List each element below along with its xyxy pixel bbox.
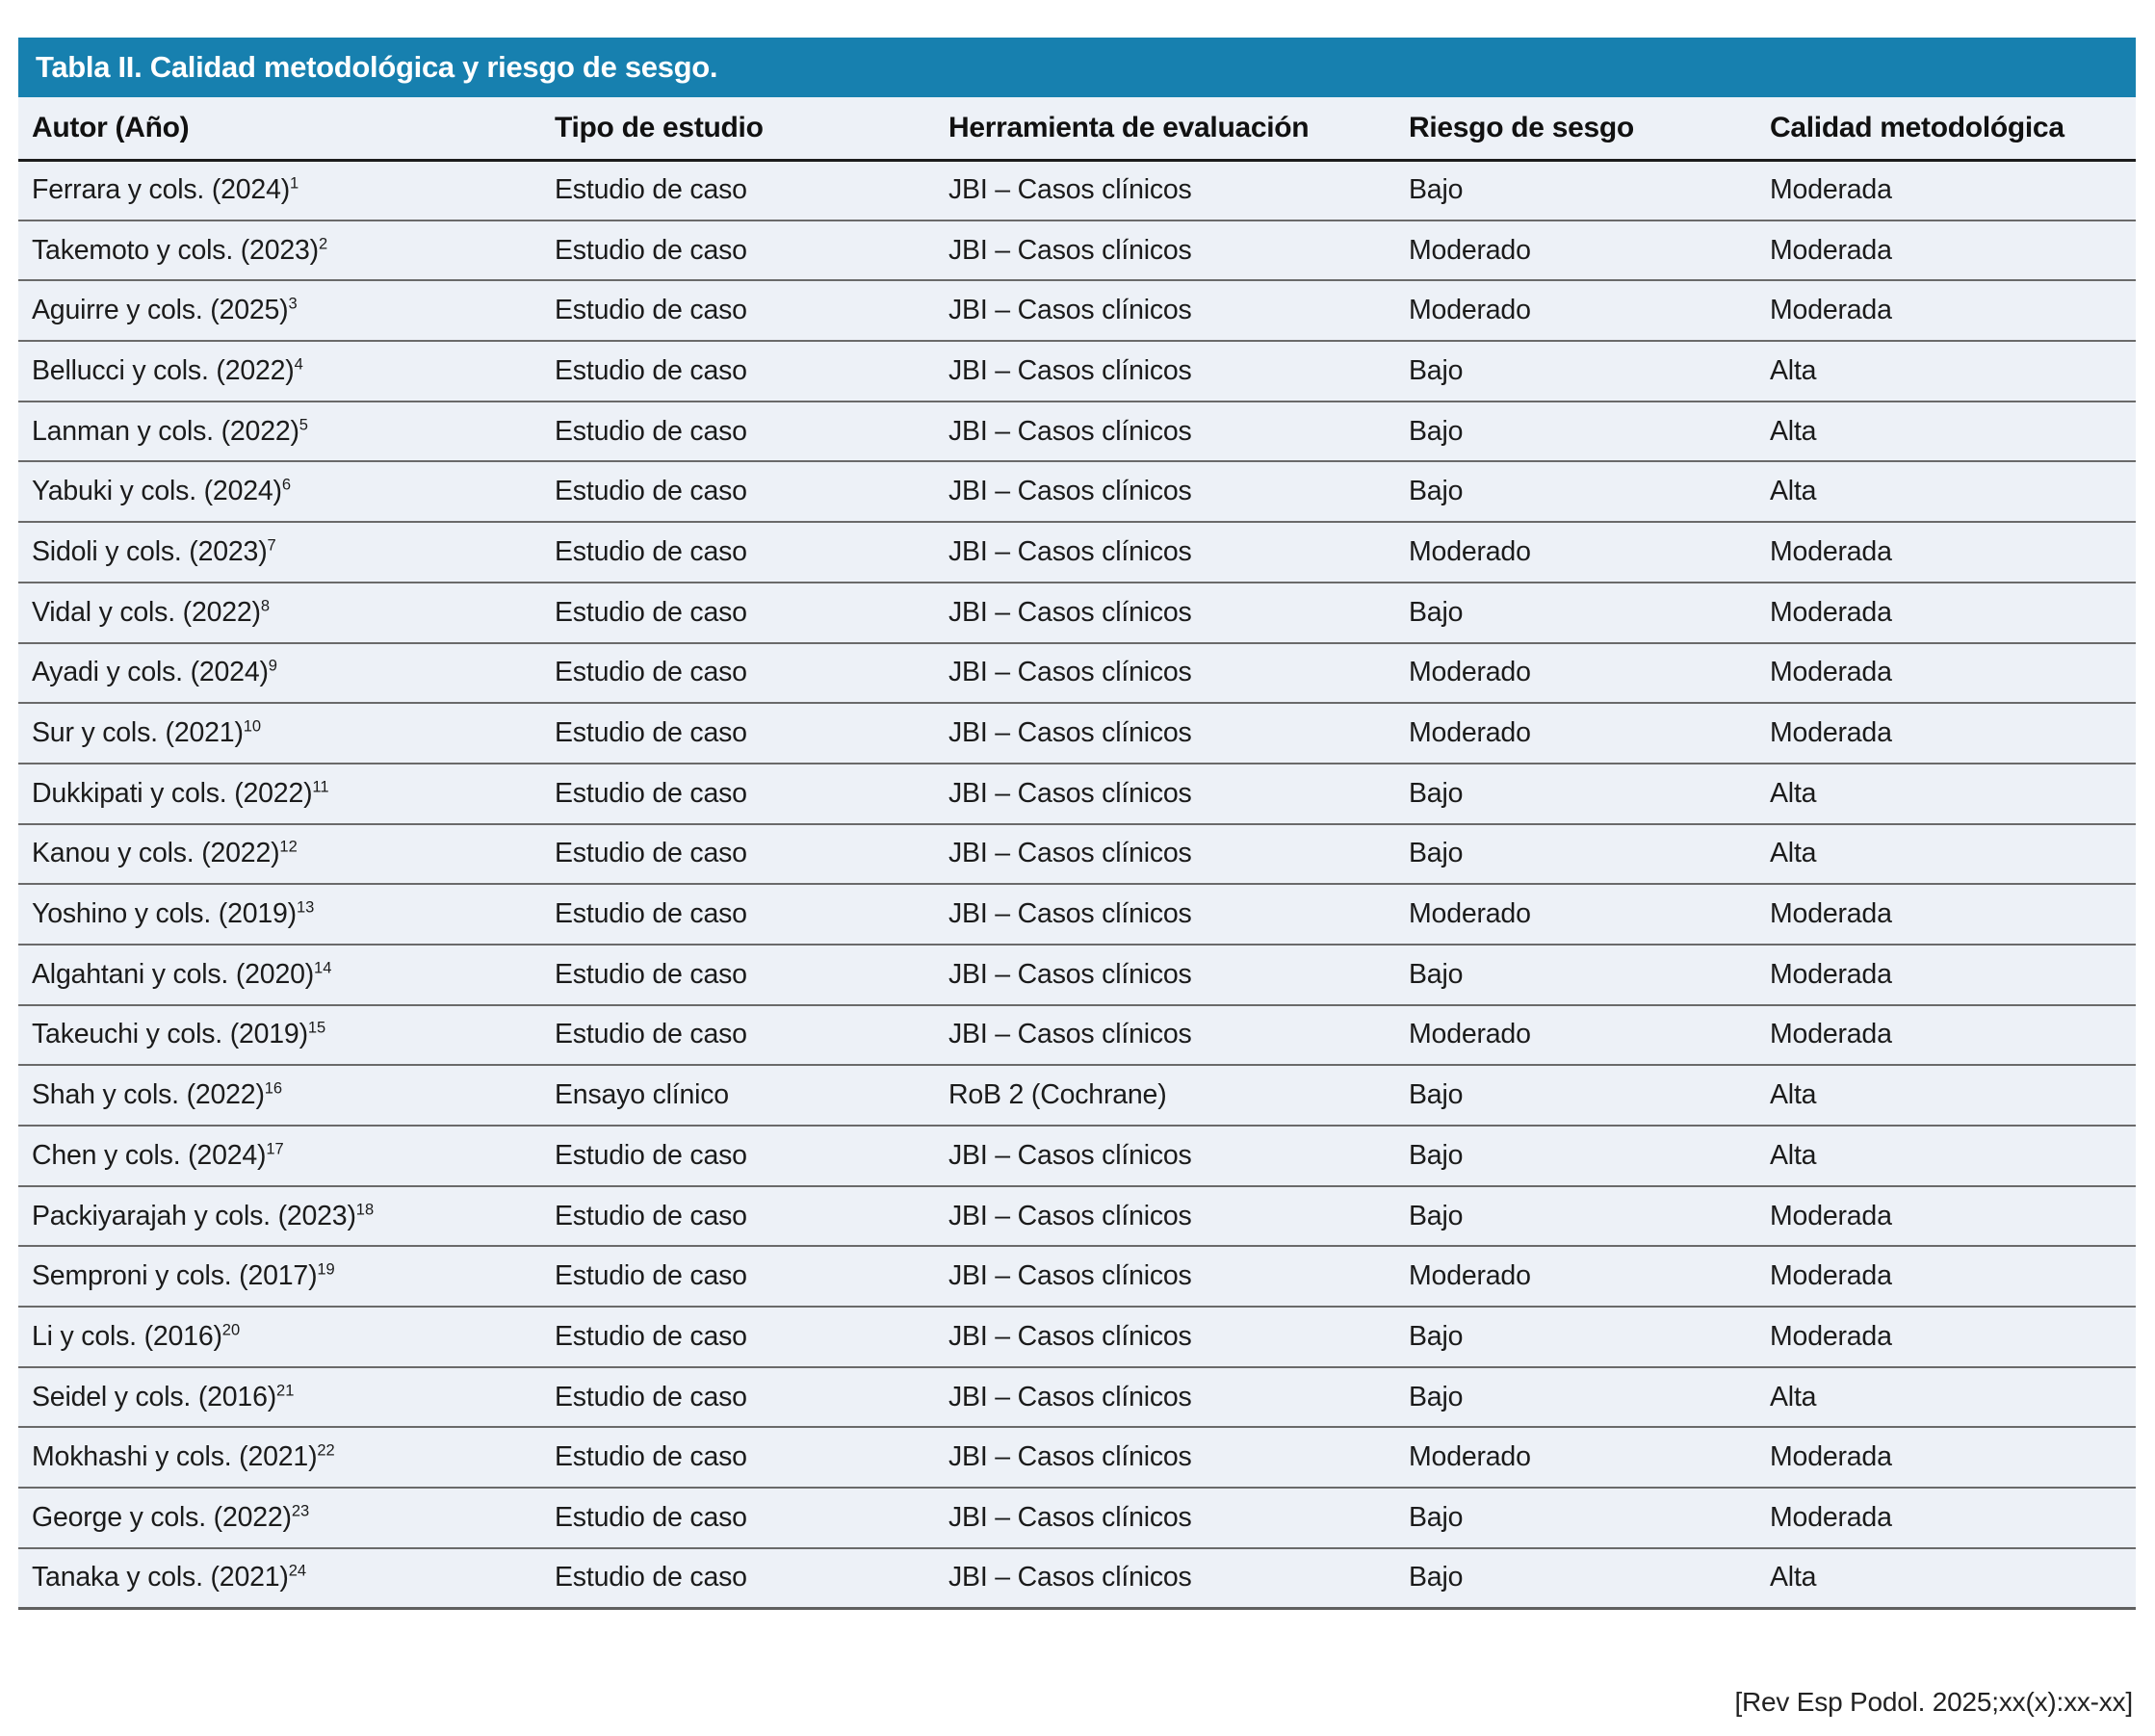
study-type-cell: Estudio de caso [541, 1005, 935, 1066]
methodological-quality-cell: Alta [1756, 1548, 2136, 1609]
methodological-quality-cell: Moderada [1756, 643, 2136, 704]
reference-superscript: 19 [317, 1259, 335, 1279]
study-type-cell: Estudio de caso [541, 703, 935, 764]
author-cell: Packiyarajah y cols. (2023)$^{18}$ [18, 1186, 541, 1247]
bias-risk-cell: Bajo [1395, 341, 1756, 402]
assessment-tool-cell: JBI – Casos clínicos [935, 824, 1395, 885]
study-type-cell: Ensayo clínico [541, 1065, 935, 1126]
methodological-quality-cell: Alta [1756, 341, 2136, 402]
reference-superscript: 8 [260, 596, 271, 615]
author-cell: George y cols. (2022)$^{23}$ [18, 1488, 541, 1548]
author-cell: Semproni y cols. (2017)$^{19}$ [18, 1246, 541, 1307]
bias-risk-cell: Moderado [1395, 1246, 1756, 1307]
reference-superscript: 3 [288, 294, 298, 313]
assessment-tool-cell: JBI – Casos clínicos [935, 461, 1395, 522]
bias-risk-cell: Moderado [1395, 1427, 1756, 1488]
table-row [18, 1307, 2136, 1367]
bias-risk-cell: Moderado [1395, 1005, 1756, 1066]
bias-risk-cell: Moderado [1395, 280, 1756, 341]
assessment-tool-cell: JBI – Casos clínicos [935, 522, 1395, 583]
methodological-quality-cell: Moderada [1770, 174, 1892, 206]
methodological-quality-cell: Alta [1756, 461, 2136, 522]
assessment-tool-cell: JBI – Casos clínicos [935, 583, 1395, 643]
author-cell: Chen y cols. (2024)$^{17}$ [18, 1126, 541, 1186]
assessment-tool-cell: JBI – Casos clínicos [935, 643, 1395, 704]
reference-superscript: 2 [318, 234, 328, 253]
study-type-cell: Estudio de caso [555, 174, 747, 206]
study-type-cell: Estudio de caso [541, 341, 935, 402]
methodological-quality-cell: Moderada [1756, 1246, 2136, 1307]
author-cell: Sidoli y cols. (2023)$^7$ [18, 522, 541, 583]
study-type-cell: Estudio de caso [541, 1186, 935, 1247]
bias-risk-cell: Bajo [1395, 583, 1756, 643]
reference-superscript: 24 [288, 1561, 307, 1580]
methodological-quality-cell: Moderada [1756, 1488, 2136, 1548]
column-header-riesgo-de-sesgo: Riesgo de sesgo [1395, 97, 1756, 160]
methodological-quality-cell: Alta [1756, 1126, 2136, 1186]
column-header-tipo-de-estudio: Tipo de estudio [541, 97, 935, 160]
assessment-tool-cell: JBI – Casos clínicos [935, 1548, 1395, 1609]
table-title-bar [18, 38, 2136, 97]
assessment-tool-cell: JBI – Casos clínicos [935, 884, 1395, 945]
reference-superscript: 13 [296, 897, 315, 917]
bias-risk-cell: Bajo [1395, 461, 1756, 522]
table-row [18, 1065, 2136, 1126]
author-cell: Yoshino y cols. (2019)$^{13}$ [18, 884, 541, 945]
reference-superscript: 12 [279, 837, 298, 856]
methodological-quality-cell: Moderada [1756, 522, 2136, 583]
table-row [18, 1126, 2136, 1186]
author-cell: Vidal y cols. (2022)$^8$ [18, 583, 541, 643]
methodological-quality-cell: Moderada [1756, 1427, 2136, 1488]
table-row [18, 280, 2136, 341]
author-cell: Dukkipati y cols. (2022)$^{11}$ [18, 764, 541, 824]
author-cell: Mokhashi y cols. (2021)$^{22}$ [18, 1427, 541, 1488]
bias-risk-cell: Bajo [1395, 402, 1756, 462]
table-row [18, 643, 2136, 704]
column-header-calidad-metodologica: Calidad metodológica [1756, 97, 2136, 160]
table-row [18, 945, 2136, 1005]
study-type-cell: Estudio de caso [541, 220, 935, 281]
assessment-tool-cell: JBI – Casos clínicos [935, 1367, 1395, 1428]
author-cell: Shah y cols. (2022)$^{16}$ [18, 1065, 541, 1126]
study-type-cell: Estudio de caso [541, 583, 935, 643]
table-row [18, 1427, 2136, 1488]
table-row [18, 703, 2136, 764]
reference-superscript: 6 [281, 475, 292, 494]
methodological-quality-cell: Moderada [1756, 220, 2136, 281]
study-type-cell: Estudio de caso [541, 1488, 935, 1548]
table-title: Tabla II. Calidad metodológica y riesgo de sesgo. [36, 50, 718, 84]
table-row [18, 402, 2136, 462]
table-row [18, 461, 2136, 522]
reference-superscript: 11 [312, 777, 329, 796]
reference-superscript: 7 [267, 535, 276, 555]
bias-risk-cell: Bajo [1395, 764, 1756, 824]
assessment-tool-cell: JBI – Casos clínicos [935, 703, 1395, 764]
author-cell: Seidel y cols. (2016)$^{21}$ [18, 1367, 541, 1428]
methodological-quality-cell: Alta [1756, 402, 2136, 462]
methodological-quality-cell: Moderada [1756, 280, 2136, 341]
reference-superscript: 23 [291, 1501, 310, 1520]
author-cell: Tanaka y cols. (2021)$^{24}$ [18, 1548, 541, 1609]
methodological-quality-cell: Moderada [1756, 884, 2136, 945]
bias-risk-cell: Bajo [1395, 1548, 1756, 1609]
study-type-cell: Estudio de caso [541, 1307, 935, 1367]
reference-superscript: 5 [299, 415, 308, 434]
bias-risk-cell: Bajo [1395, 1367, 1756, 1428]
table-row [18, 884, 2136, 945]
reference-superscript: 20 [221, 1320, 241, 1339]
study-type-cell: Estudio de caso [541, 280, 935, 341]
table-row [18, 764, 2136, 824]
assessment-tool-cell: JBI – Casos clínicos [935, 1488, 1395, 1548]
table-header-row [18, 97, 2136, 160]
reference-superscript: 21 [276, 1381, 295, 1400]
author-cell: Li y cols. (2016)$^{20}$ [18, 1307, 541, 1367]
table-row [18, 220, 2136, 281]
author-cell: Takeuchi y cols. (2019)$^{15}$ [18, 1005, 541, 1066]
bias-risk-cell: Moderado [1395, 522, 1756, 583]
bias-risk-cell: Bajo [1395, 824, 1756, 885]
methodological-quality-cell: Moderada [1756, 1005, 2136, 1066]
assessment-tool-cell: JBI – Casos clínicos [935, 1005, 1395, 1066]
methodological-quality-cell: Moderada [1756, 1186, 2136, 1247]
author-cell: Sur y cols. (2021)$^{10}$ [18, 703, 541, 764]
assessment-tool-cell: JBI – Casos clínicos [935, 402, 1395, 462]
quality-table [18, 97, 2136, 1610]
reference-superscript: 10 [243, 716, 262, 736]
table-row [18, 824, 2136, 885]
reference-superscript: 18 [355, 1200, 375, 1219]
assessment-tool-cell: JBI – Casos clínicos [935, 341, 1395, 402]
table-row [18, 1186, 2136, 1247]
study-type-cell: Estudio de caso [541, 884, 935, 945]
reference-superscript: 14 [314, 958, 332, 977]
assessment-tool-cell: JBI – Casos clínicos [935, 764, 1395, 824]
study-type-cell: Estudio de caso [541, 1548, 935, 1609]
bias-risk-cell: Bajo [1395, 1186, 1756, 1247]
bias-risk-cell: Moderado [1395, 884, 1756, 945]
author-cell: Algahtani y cols. (2020)$^{14}$ [18, 945, 541, 1005]
table-row [18, 341, 2136, 402]
study-type-cell: Estudio de caso [541, 1126, 935, 1186]
author-cell: Bellucci y cols. (2022)$^4$ [18, 341, 541, 402]
table-row [18, 583, 2136, 643]
bias-risk-cell: Bajo [1395, 945, 1756, 1005]
reference-superscript: 15 [307, 1018, 326, 1037]
bias-risk-cell: Moderado [1395, 643, 1756, 704]
assessment-tool-cell: JBI – Casos clínicos [935, 1126, 1395, 1186]
study-type-cell: Estudio de caso [541, 824, 935, 885]
author-cell: Ayadi y cols. (2024)$^9$ [18, 643, 541, 704]
column-header-autor: Autor (Año) [18, 97, 541, 160]
methodological-quality-cell: Moderada [1756, 1307, 2136, 1367]
table-row [18, 1488, 2136, 1548]
author-cell: Ferrara y cols. (2024)$^1$ [32, 173, 299, 206]
table-row [18, 522, 2136, 583]
assessment-tool-cell: JBI – Casos clínicos [935, 1186, 1395, 1247]
methodological-quality-cell: Moderada [1756, 703, 2136, 764]
assessment-tool-cell: JBI – Casos clínicos [948, 174, 1192, 206]
reference-superscript: 4 [294, 354, 303, 374]
table-row [18, 1005, 2136, 1066]
reference-superscript: 22 [317, 1440, 335, 1460]
reference-superscript: 1 [290, 173, 299, 193]
bias-risk-cell: Bajo [1395, 1488, 1756, 1548]
author-cell: Aguirre y cols. (2025)$^3$ [18, 280, 541, 341]
column-header-herramienta-de-evaluacion: Herramienta de evaluación [935, 97, 1395, 160]
methodological-quality-cell: Alta [1756, 824, 2136, 885]
bias-risk-cell: Moderado [1395, 220, 1756, 281]
assessment-tool-cell: JBI – Casos clínicos [935, 220, 1395, 281]
bias-risk-cell: Moderado [1395, 703, 1756, 764]
assessment-tool-cell: JBI – Casos clínicos [935, 945, 1395, 1005]
assessment-tool-cell: JBI – Casos clínicos [935, 1427, 1395, 1488]
methodological-quality-cell: Alta [1756, 1367, 2136, 1428]
study-type-cell: Estudio de caso [541, 1427, 935, 1488]
table-row [18, 1246, 2136, 1307]
reference-superscript: 17 [266, 1139, 284, 1158]
reference-superscript: 9 [268, 656, 277, 675]
study-type-cell: Estudio de caso [541, 1367, 935, 1428]
journal-citation: [Rev Esp Podol. 2025;xx(x):xx-xx] [1734, 1687, 2133, 1717]
methodological-quality-cell: Alta [1756, 764, 2136, 824]
study-type-cell: Estudio de caso [541, 643, 935, 704]
study-type-cell: Estudio de caso [541, 522, 935, 583]
assessment-tool-cell: JBI – Casos clínicos [935, 280, 1395, 341]
reference-superscript: 16 [264, 1078, 283, 1098]
bias-risk-cell: Bajo [1409, 174, 1464, 206]
methodological-quality-cell: Moderada [1756, 583, 2136, 643]
assessment-tool-cell: JBI – Casos clínicos [935, 1307, 1395, 1367]
assessment-tool-cell: JBI – Casos clínicos [935, 1246, 1395, 1307]
study-type-cell: Estudio de caso [541, 402, 935, 462]
methodological-quality-cell: Moderada [1756, 945, 2136, 1005]
author-cell: Kanou y cols. (2022)$^{12}$ [18, 824, 541, 885]
table-container [18, 38, 2136, 1610]
methodological-quality-cell: Alta [1756, 1065, 2136, 1126]
study-type-cell: Estudio de caso [541, 764, 935, 824]
assessment-tool-cell: RoB 2 (Cochrane) [935, 1065, 1395, 1126]
table-row [18, 1367, 2136, 1428]
table-row [18, 160, 2136, 220]
author-cell: Lanman y cols. (2022)$^5$ [18, 402, 541, 462]
author-cell: Takemoto y cols. (2023)$^2$ [18, 220, 541, 281]
study-type-cell: Estudio de caso [541, 1246, 935, 1307]
study-type-cell: Estudio de caso [541, 945, 935, 1005]
study-type-cell: Estudio de caso [541, 461, 935, 522]
bias-risk-cell: Bajo [1395, 1065, 1756, 1126]
bias-risk-cell: Bajo [1395, 1126, 1756, 1186]
author-cell: Yabuki y cols. (2024)$^6$ [18, 461, 541, 522]
table-row [18, 1548, 2136, 1609]
bias-risk-cell: Bajo [1395, 1307, 1756, 1367]
